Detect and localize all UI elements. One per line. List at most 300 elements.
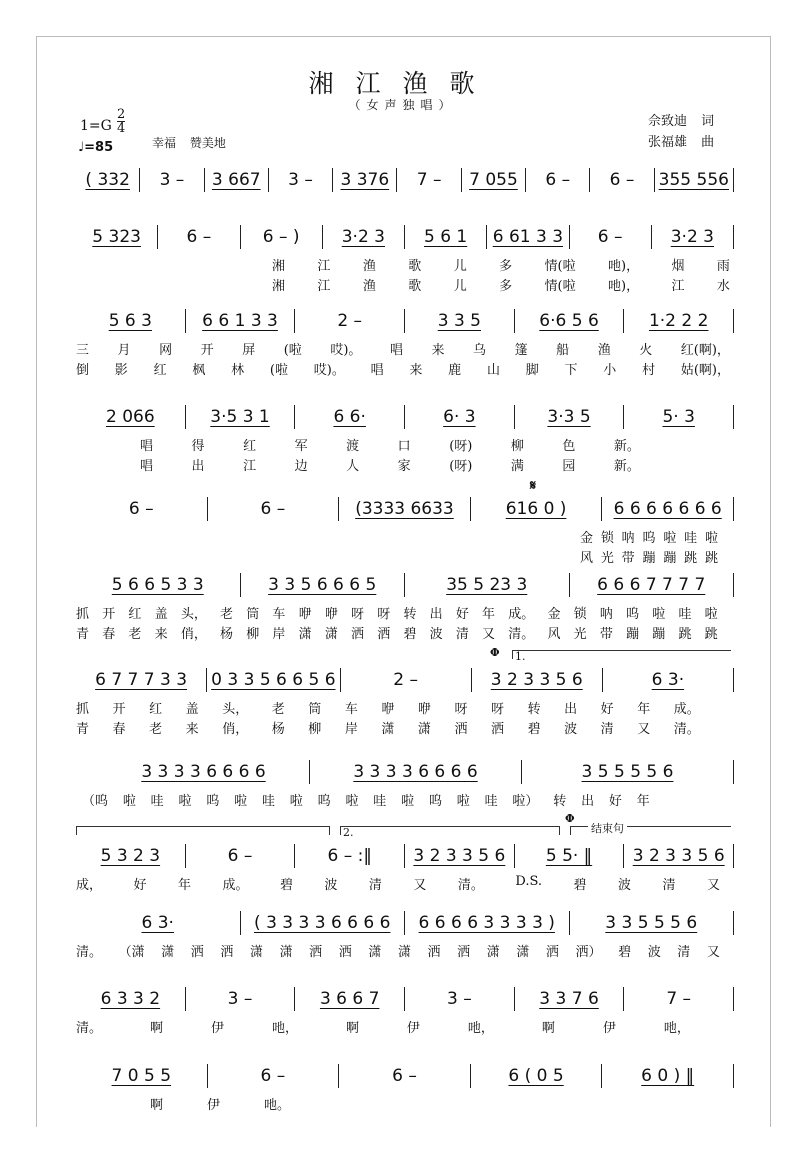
lyric-line-1 [76, 339, 730, 358]
lyric-syllable: 头， [222, 702, 249, 717]
measure [207, 668, 340, 692]
measure-notes: 6 3· [141, 913, 174, 933]
volta-2-label: 2. [343, 826, 354, 839]
coda-sign-2: Φ [565, 812, 575, 825]
lyric-line-1 [150, 1094, 290, 1113]
lyric-syllable: 伊 [602, 1021, 616, 1036]
lyric-syllable: 又 [706, 945, 720, 960]
lyric-syllable: 吔， [663, 1021, 690, 1036]
lyric-syllable: 老 [271, 702, 285, 717]
measure [397, 168, 461, 192]
lyric-syllable: 啦 [289, 794, 303, 809]
measure-notes: 6 – [260, 1066, 286, 1086]
measure [652, 225, 734, 249]
lyric-syllable: 火 [639, 343, 653, 358]
lyric-syllable: 洒 [190, 945, 204, 960]
lyric-syllable: 情(啦 [544, 259, 576, 274]
lyric-syllable: 出 [191, 459, 205, 474]
measure-notes: 3 2 3 3 5 6 [632, 846, 725, 866]
lyric-line-1 [76, 941, 720, 960]
measure [341, 668, 472, 692]
lyric-syllable: 柳 [308, 722, 322, 737]
measure [295, 405, 405, 429]
lyric-syllable: 清 [600, 722, 614, 737]
notes-line [76, 573, 734, 597]
lyric-syllable: 啦 [704, 607, 718, 622]
lyric-line-1 [76, 1017, 690, 1036]
lyric-syllable: 洒 [545, 945, 559, 960]
lyric-syllable: 老 [220, 607, 234, 622]
lyric-syllable: 风 [547, 627, 561, 642]
measure-notes: 6 0 ) ‖ [641, 1066, 695, 1086]
system-9 [76, 844, 734, 868]
measure-notes: 3·2 3 [670, 227, 714, 247]
lyric-syllable: (呀) [449, 459, 473, 474]
lyric-syllable: 乌 [473, 343, 487, 358]
measure-notes: 3 3 5 [437, 311, 481, 331]
measure-notes: 6 – [609, 170, 635, 190]
lyric-syllable: 啦 [178, 794, 192, 809]
lyric-syllable: 波 [564, 722, 578, 737]
lyric-syllable: 烟 [671, 259, 685, 274]
expression-marking: 幸福 赞美地 [152, 136, 226, 150]
measure-notes: 6 6· [333, 407, 366, 427]
lyric-syllable: 家 [397, 459, 411, 474]
coda-sign-1: Φ [490, 646, 500, 659]
lyric-syllable: 歌 [408, 259, 422, 274]
lyric-syllable: 跳 [704, 551, 718, 566]
lyric-syllable: 年 [177, 878, 191, 893]
segno-sign: 𝄋 [530, 478, 537, 494]
lyric-syllable: 呀 [377, 607, 391, 622]
lyric-syllable: 蹦 [652, 627, 666, 642]
lyric-syllable: 鹿 [448, 363, 462, 378]
lyric-syllable: 春 [112, 722, 126, 737]
lyric-syllable: 船 [556, 343, 570, 358]
lyric-syllable: （潇 [118, 945, 145, 960]
lyric-syllable: 啦 [704, 531, 718, 546]
lyric-syllable: 清。 [76, 1021, 103, 1036]
measure [405, 225, 487, 249]
lyric-syllable: 潇 [486, 945, 500, 960]
lyric-syllable: 洒 [338, 945, 352, 960]
lyric-syllable: 来 [185, 722, 199, 737]
lyric-syllable: 倒 [76, 363, 90, 378]
measure [295, 844, 405, 868]
measure-notes: 6 6 1 3 3 [202, 311, 278, 331]
system-11 [76, 987, 734, 1011]
measure [76, 911, 241, 935]
lyric-syllable: （呜 [82, 794, 109, 809]
measure [76, 987, 186, 1011]
lyric-syllable: 网 [159, 343, 173, 358]
lyric-syllable: 咿 [417, 702, 431, 717]
system-5 [76, 497, 734, 521]
song-title: 湘江渔歌 [308, 69, 497, 98]
lyric-syllable: 呜 [317, 794, 331, 809]
measure-notes: 2 – [337, 311, 363, 331]
system-8 [98, 760, 734, 784]
measure-notes: 2 – [393, 670, 418, 690]
measure-notes: 6 61 3 3 [492, 227, 564, 247]
composer-credit: 张福雄 曲 [648, 135, 715, 150]
lyric-syllable: 成。 [673, 702, 700, 717]
lyric-line-1 [272, 255, 730, 274]
lyric-syllable: 潇 [368, 945, 382, 960]
tempo-marking: ♩=85 [78, 140, 114, 155]
lyric-syllable: 洒 [377, 627, 391, 642]
measure [76, 668, 207, 692]
lyric-syllable: 又 [637, 722, 651, 737]
lyric-syllable: 年 [636, 794, 650, 809]
lyric-syllable: 碧 [279, 878, 293, 893]
lyric-syllable: 篷 [514, 343, 528, 358]
notes-line [76, 1064, 734, 1088]
measure-notes: 3 376 [340, 170, 390, 190]
lyric-line-1 [580, 527, 718, 546]
measure-notes: 7 055 [469, 170, 518, 190]
lyric-syllable: 潇 [516, 945, 530, 960]
lyric-syllable: 开 [102, 607, 116, 622]
lyric-syllable: 洒 [220, 945, 234, 960]
lyric-syllable: 杨 [271, 722, 285, 737]
lyric-syllable: 带 [599, 627, 613, 642]
measure [405, 573, 570, 597]
measure [526, 168, 590, 192]
measure-notes: 3 – [446, 989, 472, 1009]
lyric-syllable: 园 [562, 459, 576, 474]
lyric-syllable: 歌 [408, 279, 422, 294]
lyric-syllable: 渡 [346, 439, 360, 454]
lyric-syllable: 多 [499, 259, 513, 274]
lyric-syllable: 来 [431, 343, 445, 358]
lyric-syllable: 咿 [381, 702, 395, 717]
measure [472, 668, 603, 692]
lyric-syllable: 啦 [345, 794, 359, 809]
system-3 [76, 309, 734, 333]
lyric-syllable: 杨 [220, 627, 234, 642]
measure-notes: 6 6 6 6 3 3 3 3 ) [418, 913, 555, 933]
notes-line [76, 405, 734, 429]
notes-line [76, 168, 734, 192]
lyric-line-2 [76, 359, 730, 378]
lyric-syllable: 波 [324, 878, 338, 893]
lyric-syllable: 啦 [234, 794, 248, 809]
lyric-syllable: 满 [510, 459, 524, 474]
lyric-syllable: 好 [455, 607, 469, 622]
lyric-line-1 [76, 603, 718, 622]
lyric-syllable: 江 [671, 279, 685, 294]
lyric-syllable: 啦 [122, 794, 136, 809]
measure [339, 1064, 471, 1088]
measure [323, 225, 405, 249]
lyric-syllable: 清 [368, 878, 382, 893]
lyric-syllable: 吔)， [608, 279, 640, 294]
measure [98, 760, 310, 784]
lyric-syllable: 啦 [401, 794, 415, 809]
measure-notes: 616 0 ) [505, 499, 567, 519]
lyric-syllable: 清。 [76, 945, 103, 960]
lyric-syllable: 红(啊)， [680, 343, 730, 358]
measure [241, 911, 406, 935]
measure [186, 309, 296, 333]
lyric-syllable: 湘 [272, 279, 286, 294]
lyric-syllable: 蹦 [642, 551, 656, 566]
lyric-syllable: 哇 [678, 607, 692, 622]
measure-notes: 5 3 2 3 [100, 846, 161, 866]
lyric-syllable: 啊 [149, 1021, 163, 1036]
lyric-syllable: 成。 [222, 878, 249, 893]
lyric-syllable: 哇 [373, 794, 387, 809]
measure [405, 309, 515, 333]
lyric-syllable: 江 [317, 259, 331, 274]
lyric-syllable: 儿 [453, 279, 467, 294]
measure-notes: 6 6 6 6 6 6 6 [613, 499, 722, 519]
lyric-line-2 [140, 455, 640, 474]
lyric-syllable: 清。 [508, 627, 535, 642]
lyric-syllable: 金 [580, 531, 594, 546]
measure-notes: 355 556 [658, 170, 729, 190]
measure-notes: 5 6 3 [108, 311, 152, 331]
measure [624, 844, 734, 868]
lyric-syllable: D.S. [515, 874, 543, 889]
measure-notes: 3 5 5 5 5 6 [581, 762, 674, 782]
lyric-syllable: 口 [397, 439, 411, 454]
lyric-syllable: 金 [547, 607, 561, 622]
measure-notes: 3 3 7 6 [539, 989, 599, 1009]
lyric-syllable: 潇 [279, 945, 293, 960]
lyric-syllable: 啦 [652, 607, 666, 622]
measure-notes: 3 – [288, 170, 313, 190]
lyric-syllable: 渔 [362, 259, 376, 274]
lyric-syllable: 筒 [246, 607, 260, 622]
lyric-syllable: 哇 [484, 794, 498, 809]
lyric-syllable: 青 [76, 627, 90, 642]
lyric-syllable: 人 [346, 459, 360, 474]
notes-line [76, 844, 734, 868]
lyric-syllable: 抓 [76, 607, 90, 622]
measure [471, 497, 603, 521]
lyric-syllable: 俏， [180, 627, 207, 642]
measure [186, 987, 296, 1011]
measure-notes: 6 – [186, 227, 212, 247]
lyric-syllable: 潇 [298, 627, 312, 642]
measure-notes: 3 2 3 3 5 6 [413, 846, 506, 866]
measure [590, 168, 654, 192]
lyric-syllable: 老 [128, 627, 142, 642]
lyric-syllable: 清。 [457, 878, 484, 893]
lyric-syllable: 碧 [527, 722, 541, 737]
measure-notes: 7 – [416, 170, 442, 190]
lyric-syllable: 又 [706, 878, 720, 893]
lyric-syllable: 岸 [272, 627, 286, 642]
measure [570, 225, 652, 249]
lyric-syllable: 唱 [140, 439, 154, 454]
measure [76, 405, 186, 429]
measure-notes: 3·5 3 1 [210, 407, 270, 427]
lyric-syllable: 唱 [370, 363, 384, 378]
system-2 [76, 225, 734, 249]
measure-notes: 5 323 [92, 227, 141, 247]
notes-line [76, 668, 734, 692]
measure [624, 987, 734, 1011]
lyric-syllable: 脚 [525, 363, 539, 378]
lyric-syllable: 姑(啊)， [680, 363, 730, 378]
measure [570, 573, 735, 597]
lyric-syllable: 洒 [309, 945, 323, 960]
lyric-syllable: 跳 [684, 551, 698, 566]
lyric-syllable: 俏， [222, 722, 249, 737]
lyric-syllable: 新。 [613, 459, 640, 474]
lyric-syllable: 波 [647, 945, 661, 960]
measure [205, 168, 269, 192]
measure [602, 1064, 734, 1088]
lyric-syllable: 水 [716, 279, 730, 294]
measure [624, 405, 734, 429]
lyric-syllable: 车 [272, 607, 286, 622]
measure-notes: 6 – [392, 1066, 417, 1086]
lyric-syllable: 啦 [456, 794, 470, 809]
lyric-line-2 [76, 718, 700, 737]
lyric-line-2 [580, 547, 718, 566]
lyric-syllable: 吔， [271, 1021, 298, 1036]
lyric-syllable: 碧 [618, 945, 632, 960]
measure-notes: 3 667 [211, 170, 261, 190]
lyric-syllable: 跳 [704, 627, 718, 642]
lyric-syllable: 伊 [210, 1021, 224, 1036]
lyric-syllable: 锁 [573, 607, 587, 622]
measure [76, 168, 140, 192]
lyric-syllable: 啊 [345, 1021, 359, 1036]
meter-bottom: 4 [117, 121, 126, 136]
lyric-syllable: 哎)。 [330, 343, 362, 358]
measure-notes: 3·2 3 [341, 227, 385, 247]
lyric-syllable: 清 [677, 945, 691, 960]
lyric-syllable: 新。 [613, 439, 640, 454]
lyric-syllable: 好 [133, 878, 147, 893]
measure-notes: 6 – [227, 846, 253, 866]
lyric-syllable: 红 [149, 702, 163, 717]
measure [405, 844, 515, 868]
measure-notes: ( 3 3 3 3 6 6 6 6 [254, 913, 391, 933]
lyric-syllable: 出 [429, 607, 443, 622]
measure-notes: 0 3 3 5 6 6 5 6 [211, 670, 336, 690]
notes-line [76, 309, 734, 333]
lyric-syllable: 洒） [575, 945, 602, 960]
volta-2-bracket [340, 826, 560, 835]
lyric-syllable: 洒 [454, 722, 468, 737]
lyric-syllable: 转 [527, 702, 541, 717]
lyric-syllable: 伊 [406, 1021, 420, 1036]
measure [241, 573, 406, 597]
lyric-syllable: 边 [294, 459, 308, 474]
key-signature: 1=G [80, 118, 112, 134]
lyric-syllable: 盖 [154, 607, 168, 622]
lyric-line-1 [76, 874, 720, 893]
measure-notes: 6 – [545, 170, 571, 190]
lyric-syllable: 蹦 [663, 551, 677, 566]
lyric-syllable: 光 [573, 627, 587, 642]
lyric-syllable: 来 [154, 627, 168, 642]
lyric-syllable: (呀) [449, 439, 473, 454]
lyric-syllable: 儿 [453, 259, 467, 274]
lyric-syllable: 波 [429, 627, 443, 642]
measure [515, 987, 625, 1011]
measure [570, 911, 735, 935]
measure-notes: 6 – [260, 499, 286, 519]
measure [208, 1064, 340, 1088]
lyric-syllable: 得 [191, 439, 205, 454]
measure-notes: 6 – [597, 227, 623, 247]
measure-notes: 1·2 2 2 [648, 311, 709, 331]
measure [339, 497, 471, 521]
lyric-syllable: 又 [482, 627, 496, 642]
measure-notes: 3 3 5 5 5 6 [605, 913, 698, 933]
lyric-syllable: (啦 [283, 343, 302, 358]
measure [655, 168, 734, 192]
lyric-syllable: 跳 [678, 627, 692, 642]
lyric-syllable: 伊 [206, 1098, 220, 1113]
measure [310, 760, 522, 784]
measure-notes: 5 5· ‖ [545, 846, 593, 866]
lyric-line-1 [140, 435, 640, 454]
measure-notes: 3 3 3 3 6 6 6 6 [141, 762, 266, 782]
measure [603, 668, 734, 692]
lyric-syllable: 成， [76, 878, 103, 893]
measure-notes: 2 066 [106, 407, 155, 427]
measure-notes: 7 0 5 5 [111, 1066, 172, 1086]
lyric-syllable: 呀 [454, 702, 468, 717]
measure [405, 911, 570, 935]
measure-notes: ( 332 [85, 170, 130, 190]
lyric-syllable: 洒 [491, 722, 505, 737]
lyric-syllable: 雨 [716, 259, 730, 274]
lyric-syllable: 筒 [308, 702, 322, 717]
measure-notes: 3 3 5 6 6 6 5 [268, 575, 377, 595]
lyric-syllable: 多 [499, 279, 513, 294]
lyric-syllable: 呜 [206, 794, 220, 809]
lyric-syllable: 江 [317, 279, 331, 294]
notes-line [76, 911, 734, 935]
meter-top: 2 [117, 107, 126, 122]
measure [295, 987, 405, 1011]
measure [76, 225, 158, 249]
lyric-syllable: 又 [413, 878, 427, 893]
lyric-syllable: 咿 [298, 607, 312, 622]
system-7 [76, 668, 734, 692]
measure-notes: 5· 3 [662, 407, 695, 427]
volta-1-bracket-b [76, 826, 330, 835]
lyric-syllable: 呜 [626, 607, 640, 622]
measure-notes: 6 3· [651, 670, 685, 690]
lyric-syllable: 风 [580, 551, 594, 566]
measure [471, 1064, 603, 1088]
lyric-syllable: 红 [128, 607, 142, 622]
measure-notes: 3·3 5 [547, 407, 591, 427]
lyric-syllable: 啦） [512, 794, 539, 809]
measure [186, 405, 296, 429]
measure-notes: 3 3 3 3 6 6 6 6 [353, 762, 478, 782]
lyric-syllable: 渔 [362, 279, 376, 294]
measure [186, 844, 296, 868]
lyric-syllable: 哇 [261, 794, 275, 809]
lyric-syllable: 清 [662, 878, 676, 893]
lyric-syllable: 出 [564, 702, 578, 717]
lyric-syllable: 潇 [417, 722, 431, 737]
lyric-syllable: 屏 [242, 343, 256, 358]
measure [76, 573, 241, 597]
lyric-syllable: 影 [114, 363, 128, 378]
